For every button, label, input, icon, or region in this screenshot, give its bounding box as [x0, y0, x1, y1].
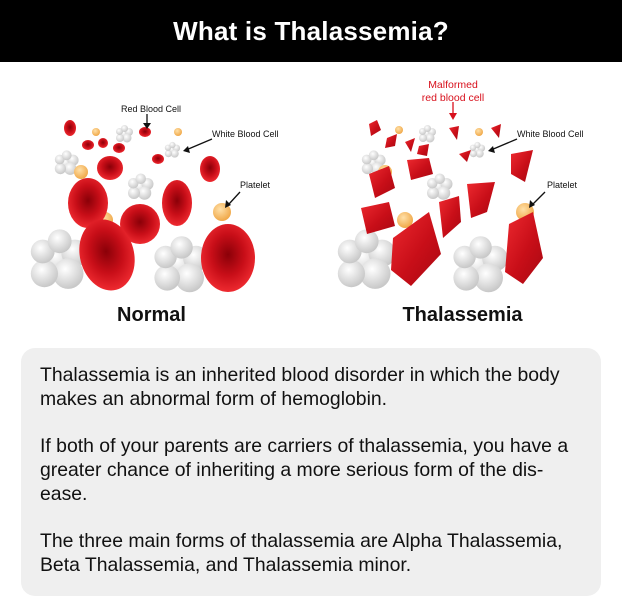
- malformed-red-blood-cell: [417, 144, 429, 156]
- red-blood-cell: [162, 180, 192, 226]
- white-blood-cell: [116, 125, 133, 143]
- malformed-red-blood-cell: [407, 158, 433, 180]
- white-blood-cell: [453, 236, 507, 292]
- malformed-red-blood-cell: [505, 212, 543, 284]
- platelet: [475, 128, 483, 136]
- white-blood-cell: [154, 236, 208, 292]
- label-malformed-line1: Malformed: [428, 79, 478, 91]
- malformed-red-blood-cell: [491, 124, 501, 138]
- malformed-red-blood-cell: [439, 196, 461, 238]
- red-blood-cell: [152, 154, 164, 164]
- white-blood-cell: [165, 142, 180, 158]
- malformed-red-blood-cell: [511, 150, 533, 182]
- thalassemia-panel: [311, 62, 622, 342]
- label-platelet: Platelet: [547, 180, 578, 190]
- info-box: [21, 348, 601, 596]
- label-red-blood-cell: Red Blood Cell: [121, 104, 182, 114]
- red-blood-cell: [82, 140, 94, 150]
- malformed-red-blood-cell: [385, 134, 397, 148]
- malformed-red-blood-cell: [467, 182, 495, 218]
- red-blood-cell: [139, 127, 151, 137]
- malformed-red-blood-cell: [361, 202, 395, 234]
- white-blood-cell: [419, 125, 436, 143]
- platelet: [74, 165, 88, 179]
- label-white-blood-cell: White Blood Cell: [212, 129, 279, 139]
- info-paragraph-3: The three main forms of thalassemia are Alpha Thalassemia, Beta Thalassemia, and Thalassemia minor.: [40, 530, 563, 576]
- label-platelet: Platelet: [240, 180, 271, 190]
- red-blood-cell: [64, 120, 76, 136]
- platelet: [174, 128, 182, 136]
- red-blood-cell: [98, 138, 108, 148]
- red-blood-cell: [97, 156, 123, 180]
- platelet: [92, 128, 100, 136]
- white-blood-cell: [338, 229, 396, 289]
- info-paragraph-2: If both of your parents are carriers of thalassemia, you have a greater chance of inheriting a more serious form of the dis-ease.: [40, 435, 569, 505]
- page-title: What is Thalassemia?: [0, 0, 622, 62]
- white-blood-cell: [427, 174, 453, 200]
- red-blood-cell: [201, 224, 255, 292]
- malformed-red-blood-cell: [405, 138, 415, 152]
- red-blood-cell: [113, 143, 125, 153]
- info-paragraph-1: Thalassemia is an inherited blood disorder in which the body makes an abnormal form of hemoglobin.: [40, 364, 560, 410]
- white-blood-cell: [31, 229, 89, 289]
- malformed-red-blood-cell: [459, 150, 471, 162]
- normal-title: Normal: [117, 304, 186, 326]
- platelet: [395, 126, 403, 134]
- normal-panel: [0, 62, 311, 342]
- thalassemia-title: Thalassemia: [402, 304, 523, 326]
- label-malformed-red-blood-cell: [405, 79, 501, 105]
- white-blood-cell: [128, 174, 154, 200]
- red-blood-cell: [200, 156, 220, 182]
- label-white-blood-cell: White Blood Cell: [517, 129, 584, 139]
- label-malformed-line2: red blood cell: [421, 92, 485, 104]
- malformed-red-blood-cell: [369, 120, 381, 136]
- malformed-red-blood-cell: [449, 126, 459, 140]
- white-blood-cell: [470, 142, 485, 158]
